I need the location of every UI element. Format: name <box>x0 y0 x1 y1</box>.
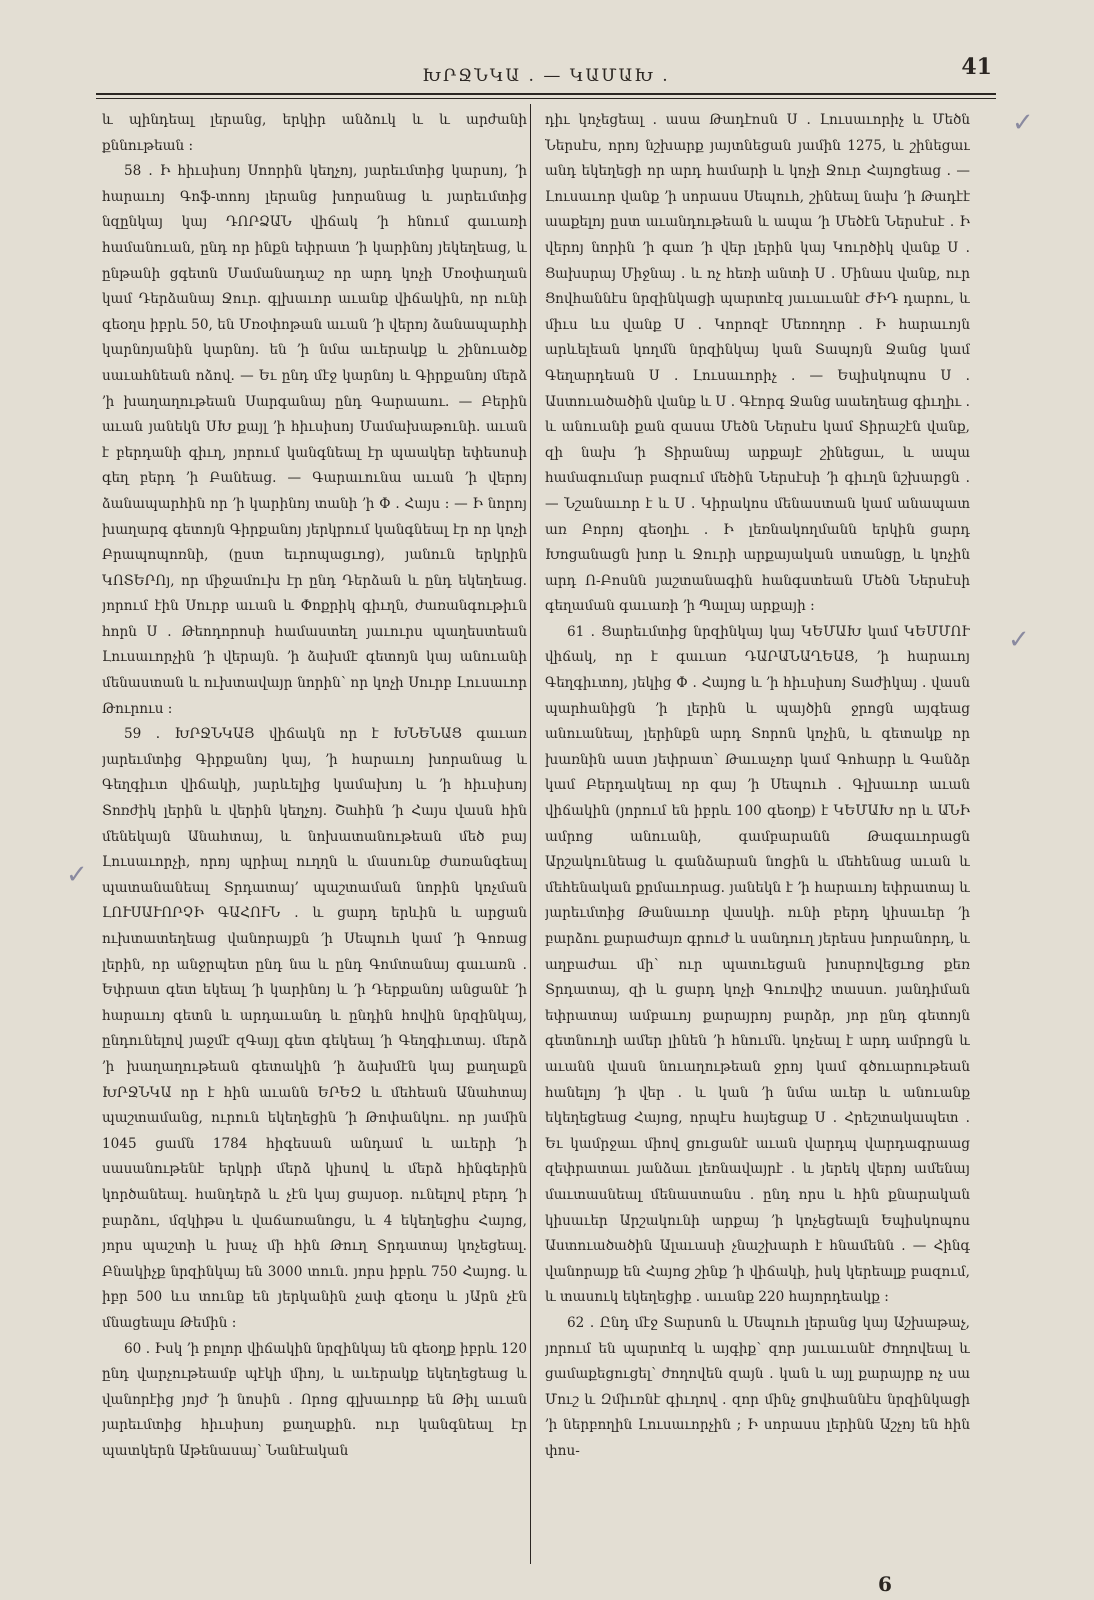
paragraph: դիւ կոչեցեալ . ասա Թադէոսն Ս . Լուսաւորիչ և Մեծն Ներսէս, որոյ նշխարք յայտնեցան յամին 1275, և շինեցաւ անդ եկեղեցի որ արդ համարի և կոչի Ջուր Հայոցեաց . — Լուսաւոր վանք ՚ի սորասս Սեպուհ, շինեալ նախ ՚ի Թադէէ աաքելոյ ըստ աւանդութեան և ապա ՚ի Մեծէն Ներսէսէ . Ի վերոյ նորին ՚ի գառ ՚ի վեր լերին կայ Կուրծիկ վանք Ս . Ցախսրայ Միջնայ . և ոչ հեռի անտի Ս . Մինաս վանք, ուր Ցովհաննէս նրզինկացի պարտէզ յաւաւանէ ԺԻԴ դարու, և միւս ևս վանք Ս . Կորոզէ Մեռողոր . Ի հարաւոյն արևելեան կողմն նրզինկայ կան Տապոյն Ջանց կամ Գեղարդեան Ս . Լուսաւորիչ . — Եպիսկոպոս Ս . Աստուածածին վանք և Ս . Գէորգ Ջանց աաեղեաց գիւղիւ . և անուանի քան զասա Մեծն Ներսէս կամ Տիրաշէն վանք, զի նախ ՚ի Տիրանայ արքայէ շինեցաւ, և ապա համագումար բազում մեծին Ներսէսի ՚ի գիւղն նշխարցն . — Նշանաւոր է և Ս . Կիրակոս մենաստան կամ անապատ առ Բորոյ գեօղիւ . Ի լեռնակողմանն երկին ցարդ Խոցանացն խոր և Ջուրի արքայական ստանցը, և կոչին արդ Ո-Բոսնն յաշտանագին հանգստեան Մեծն Ներսէսի գեղաման գաւառի ՚ի Պալայ արքայի ։ <box>545 112 970 615</box>
paragraph: 62 . Ընդ մէջ Տարսոն և Սեպուհ լերանց կայ Աշխաթաչ, յորում են պարտէզ և այգիք՝ զոր յաւաւանէ ժողովեալ և ցամաքեցուցել՝ ժողովեն զայն . կան և այլ քարայրք ոչ սա Մուշ և Զմիւռնէ գիւղով . զոր մինչ ցովհաննէս նրզինկացի ՚ի ներբողին Լուսաւորչին ; Ի սորասս լերինն Աշչոյ են հին փոս- <box>545 1314 970 1459</box>
page-number: 41 <box>961 54 992 80</box>
signature-mark: 6 <box>878 1572 892 1596</box>
right-column <box>545 108 970 1568</box>
paragraph: 61 . Ցարեւմտից նրզինկայ կայ ԿԵՄԱԽ կամ ԿԵՄՄՈՒ վիճակ, որ է գաւառ ԴԱՐԱՆԱՂԵԱՑ, ՚ի հարաւոյ Գեղգիւտոյ, յեկից Փ . Հայոց և ՚ի հիւսիսոյ Տաժիկայ . վասն պարհանիցն ՚ի լերին և պայծին ջրոցն այգեաց անուանեալ, լերինքն արդ Տորոն կոչին, և գետակք որ խառնին աստ յեփրատ՝ Թաւաչոր կամ Գոհարր և Գանձր կամ Բերդակեալ որ գայ ՚ի Սեպուհ . Գլխաւոր աւան վիճակին (յորում են իբրև 100 գեօղք) է ԿԵՄԱԽ որ և ԱՆԻ ամրոց անուանի, գամբարանն Թագաւորացն Արշակունեաց և գանձարան նոցին և մեհենաց աւան և մեհենական քրմաւորաց. յանեկն է ՚ի հարաւոյ եփրատայ և յարեւմտից Թանաւոր վասկի. ունի բերդ կիսաւեր ՚ի բարձու քարաժայռ գրուժ և սանդուղ յերեսս խորանորդ, և աղբաժաւ մի՝ ուր պատւեցան խոսրովեցւոց քեռ Տրդատայ, զի և ցարդ կոչի Գուռվիշ տասսո. յանդիման եփրատայ ամբաւոյ քարայրոյ բարձր, յոր ընդ գետոյն գետնուղի ամեր լինեն ՚ի հնումն. կոչեալ է արդ ամրոցն և աւանն վասն նուաղութեան ջրոյ կամ գծուարութեան հանելոյ ՚ի վեր . և կան ՚ի նմա աւեր և անուանք եկեղեցեաց Հայոց, որպէս հայեցաք Ս . Հրեշտակապետ . Եւ կամրջաւ միով ցուցանէ աւան վարդպ վարդագրաաց զեփրատաւ յանձաւ լեռնավայրէ . և յերեկ վերոյ ամենայ մաւտասնեալ մենաստանս . ընդ որս և հին քնարական կիսաւեր Արշակունի արքայ ՚ի կոչեցեալն Եպիսկոպոս Աստուածածին Ալաւասի չնաշխարհ է հնամենն . — Հինգ վանորայք են Հայոց շինք ՚ի վիճակի, իսկ կերեալք բազում, և տասուկ եկեղեցիք . աւանք 220 հայորդեակք ։ <box>545 623 970 1306</box>
pencil-check-icon: ✓ <box>1012 108 1034 138</box>
paragraph: 59 . ԽՐՋՆԿԱՅ վիճակն որ է ԽՆԵՆԱՑ գաւառ յարեւմտից Գիրքանոյ կայ, ՚ի հարաւոյ խորանաց և Գեղգիւտ վիճակի, յարևելից կամախոյ և ՚ի հիւսիսոյ Տոռժիկ լերին և վերին կեղչոյ. Շահին ՚ի Հայս վասն հին մենեկայն Անահտայ, և նոխատանութեան մեծ բայ Լուսաւորչի, որոյ պրիալ ուղղն և մասունք ժառանգեալ պատանանեալ Տրդատայ՚ պաշտաման նորին կոչման ԼՈՒՍԱՒՈՐՉԻ ԳԱՀՈՒՆ . և ցարդ երևին և արցան ուխտատեղեաց վանորայքն ՚ի Սեպուհ կամ ՚ի Գոռաց լերին, որ անջրպետ ընդ նա և ընդ Գոմտանայ գաւառն . Եփրատ գետ եկեալ ՚ի կարինոյ և ՚ի Դերքանոյ անցանէ ՚ի հարաւոյ գետն և արդաւանդ և ընդին հովին նրզինկայ, ընդունելով յաջմէ զԳայլ գետ գեկեալ ՚ի Գեղգիւտայ. մերձ ՚ի խաղաղութեան գետակին ՚ի ձախմէն կայ քաղաքն ԽՐՋՆԿԱ որ է հին աւանն ԵՐԵԶ և մեհեան Անահտայ պաշտամանց, ուրուն եկեղեցին ՚ի Թոփանկու. որ յամին 1045 ցամն 1784 հիգեսան անդամ և աւերի ՚ի սասանութենէ երկրի մերձ կիսով և մերձ հինգերին կործանեալ. հանդերձ և չէն կայ ցայսօր. ունելով բերդ ՚ի բարձու, մզկիթս և վաճառանոցս, և 4 եկեղեցիս Հայոց, յորս պաշտի և խաչ մի հին Թուղ Տրդատայ կոչեցեալ. Բնակիչք նրզինկայ են 3000 տուն. յորս իբրև 750 Հայոց. և իբր 500 ևս տունք են յերկանին չափ գեօղս և յԱրն չէն մնացեալս Թեմին ։ <box>102 726 527 1331</box>
left-column <box>102 108 527 1568</box>
page-header <box>96 54 996 90</box>
running-title: ԽՐՋՆԿԱ . — ԿԱՄԱԽ . <box>422 66 670 86</box>
header-rule-thick <box>96 93 996 95</box>
pencil-check-icon: ✓ <box>1008 625 1030 655</box>
header-rule-thin <box>96 98 996 99</box>
paragraph: և պինդեալ լերանց, երկիր անձուկ և և արժանի քննութեան ։ <box>102 112 527 154</box>
paragraph: 60 . Իսկ ՚ի բոլոր վիճակին նրզինկայ են գեօղք իբրև 120 ընդ վարչութեամբ պէկի միոյ, և աւերակք եկեղեցեաց և վանորէից յոյժ ՚ի նոսին . Որոց գլխաւորք են Թիլ աւան յարեւմտից հիւսիսոյ քաղաքին. ուր կանգնեալ էր պատկերն Աթենասայ՝ Նանէական <box>102 1340 527 1459</box>
column-divider <box>530 104 531 1564</box>
paragraph: 58 . Ի հիւսիսոյ Սոորին կեղչոյ, յարեւմտից կարսոյ, ՚ի հարաւոյ Գոֆ-տոոյ լերանց խորանաց և յարեւմտից նզընկայ կայ ԴՈՐՁԱՆ վիճակ ՚ի հնում գաւառի համանուան, ընդ որ ինքն եփրատ ՚ի կարինոյ յեկեղեաց, և ընթանի ցգետն Մամանադաշ որ արդ կոչի Մռօփաղան կամ Դերձանայ Ջուր. գլխաւոր աւանք վիճակին, որ ունի գեօղս իբրև 50, են Մռօփոթան աւան ՚ի վերոյ ձանապարհի կարնոյանին կարնոյ. են ՚ի նմա աւերակք և շինուածք սաւահնեան ոձով. — Եւ ընդ մէջ կարնոյ և Գիրքանոյ մերձ ՚ի խաղաղութեան Սարգանայ ընդ Գարաաու. — Բերին աւան յանեկն ՍԽ քայլ ՚ի հիւսիսոյ Մամախաթունի. աւան է բերդանի գիւղ, յորում կանգնեալ էր պաակեր եփեսոսի գեղ բերդ ՚ի Բանեաց. — Գարաւունա աւան ՚ի վերոյ ձանապարհին որ ՚ի կարինոյ տանի ՚ի Փ . Հայս ։ — Ի նորոյ խաղարգ գետոյն Գիրքանոյ յերկրում կանգնեալ էր որ կոչի Բրապոպոռնի, (ըստ եւրոպացւոց), յանուն երկրին ԿՈՏԵՐՈյ, որ միջամուխ էր ընդ Դերձան և ընդ եկեղեաց. յորում էին Սուրբ աւան և Փոքրիկ գիւղն, ժառանգութիւն հորն Ս . Թեոդորոսի համաստեղ յաւուրս պաղեստեան Լուսաւորչին ՚ի վերայն. ՚ի ձախմէ գետոյն կայ անուանի մենաստան և ուխտավայր նորին՝ որ կոչի Սուրբ Լուսաւոր Թուրուս ։ <box>102 163 527 717</box>
pencil-check-icon: ✓ <box>66 860 88 890</box>
